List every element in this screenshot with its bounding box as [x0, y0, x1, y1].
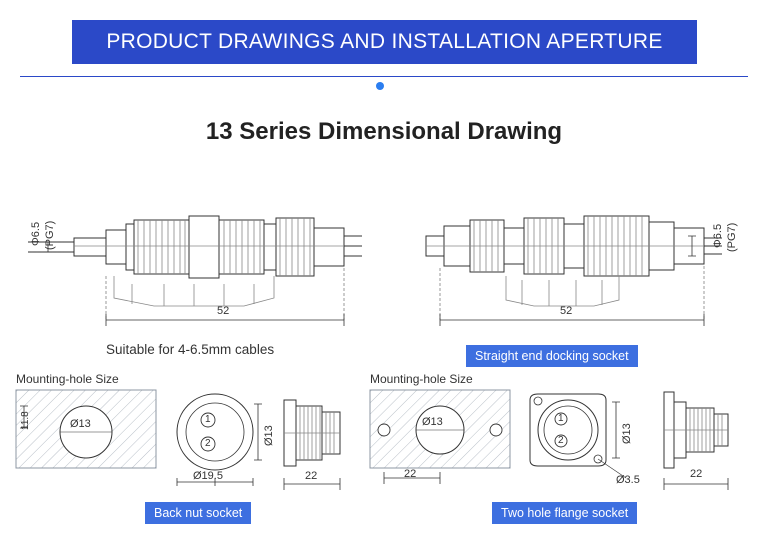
drawing-bottom-left — [10, 386, 360, 506]
banner-title: PRODUCT DRAWINGS AND INSTALLATION APERTURE — [106, 30, 663, 53]
tag-straight-end-docking-socket: Straight end docking socket — [466, 345, 638, 367]
bottom-right-edge-dim: 22 — [404, 468, 417, 480]
bottom-right-screw-dia: Ø3.5 — [616, 474, 640, 486]
top-left-caption: Suitable for 4-6.5mm cables — [106, 342, 275, 357]
divider-dot-icon — [376, 82, 384, 90]
bottom-left-pin-2: 2 — [205, 438, 211, 449]
tag-two-hole-flange-socket: Two hole flange socket — [492, 502, 637, 524]
top-right-length-dim: 52 — [560, 305, 573, 317]
bottom-right-side-length: 22 — [690, 468, 703, 480]
bottom-right-mounting-title: Mounting-hole Size — [370, 372, 473, 386]
top-left-dim-phi65: Φ6.5 — [30, 221, 42, 246]
bottom-left-edge-dim: 11.8 — [20, 411, 31, 430]
drawing-top-right — [404, 180, 754, 340]
top-right-connector-svg — [404, 180, 754, 340]
top-right-dim-phi65: Φ6.5 — [712, 223, 724, 248]
bottom-left-svg — [10, 386, 360, 506]
top-left-dim-pg7: (PG7) — [44, 220, 56, 250]
bottom-right-pin-1: 1 — [558, 413, 564, 424]
header-divider — [20, 76, 748, 77]
tag-back-nut-socket: Back nut socket — [145, 502, 251, 524]
top-left-length-dim: 52 — [217, 305, 230, 317]
bottom-right-flange-dia: Ø13 — [621, 423, 633, 444]
bottom-left-side-length: 22 — [305, 470, 318, 482]
bottom-left-front-dia: Ø19.5 — [193, 470, 223, 482]
bottom-left-hole-dia: Ø13 — [70, 418, 91, 430]
page-title: 13 Series Dimensional Drawing — [205, 118, 563, 145]
drawing-bottom-right — [364, 386, 754, 506]
bottom-right-hole-dia: Ø13 — [422, 416, 443, 428]
bottom-right-svg — [364, 386, 754, 506]
bottom-left-front-inner-dia: Ø13 — [263, 425, 275, 446]
top-right-dim-pg7: (PG7) — [726, 222, 738, 252]
top-left-connector-svg — [14, 180, 374, 340]
bottom-left-pin-1: 1 — [205, 414, 211, 425]
drawing-top-left — [14, 180, 374, 340]
bottom-right-pin-2: 2 — [558, 435, 564, 446]
bottom-left-mounting-title: Mounting-hole Size — [16, 372, 119, 386]
page-banner — [72, 20, 697, 64]
